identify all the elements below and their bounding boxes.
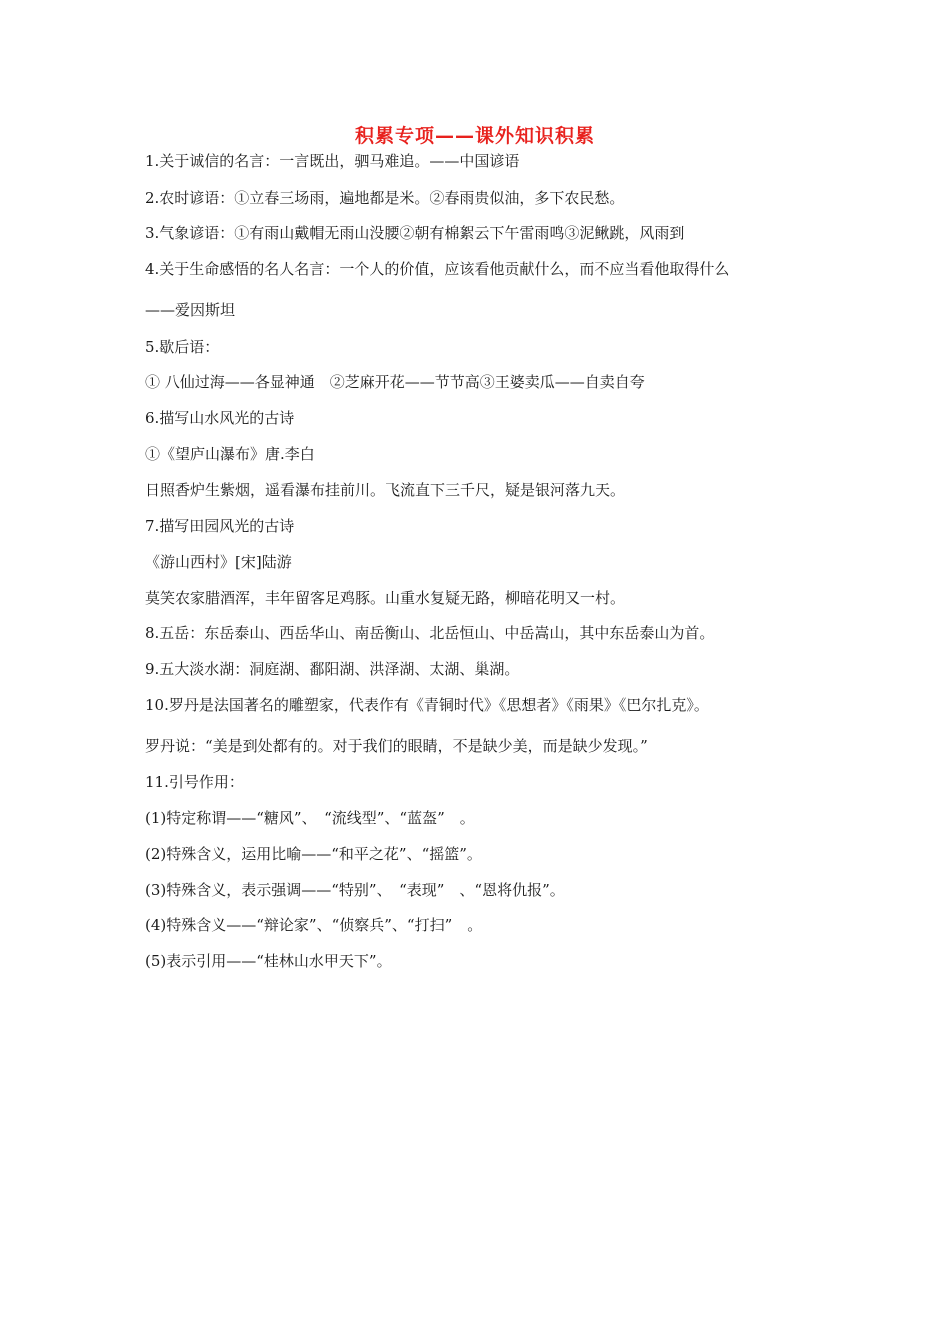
page-title: 积累专项——课外知识积累 [354,125,595,147]
item-6-poem-text: 日照香炉生紫烟，遥看瀑布挂前川。飞流直下三千尺，疑是银河落九天。 [145,481,626,499]
item-8-five-mountains: 8.五岳：东岳泰山、西岳华山、南岳衡山、北岳恒山、中岳嵩山，其中东岳泰山为首。 [145,624,715,642]
item-11-heading: 11.引号作用： [145,773,244,791]
item-10-rodin: 10.罗丹是法国著名的雕塑家，代表作有《青铜时代》《思想者》《雨果》《巴尔扎克》。 [145,696,709,714]
item-4-life-quote: 4.关于生命感悟的名人名言：一个人的价值，应该看他贡献什么，而不应当看他取得什么 [145,260,730,278]
item-7-poem-text: 莫笑农家腊酒浑，丰年留客足鸡豚。山重水复疑无路，柳暗花明又一村。 [145,589,626,607]
item-10-rodin-quote: 罗丹说：“美是到处都有的。对于我们的眼睛，不是缺少美，而是缺少发现。” [145,737,648,755]
item-6-poem-title: ①《望庐山瀑布》唐.李白 [145,445,315,463]
item-7-poem-title: 《游山西村》[宋]陆游 [145,553,292,571]
item-6-heading: 6.描写山水风光的古诗 [145,409,295,427]
item-2-farming-proverb: 2.农时谚语：①立春三场雨，遍地都是米。②春雨贵似油，多下农民愁。 [145,189,625,207]
item-5-xiehouyu: ① 八仙过海——各显神通 ②芝麻开花——节节高③王婆卖瓜——自卖自夸 [145,373,645,391]
item-7-heading: 7.描写田园风光的古诗 [145,517,295,535]
item-11-use-3: (3)特殊含义，表示强调——“特别”、 “表现” 、“恩将仇报”。 [145,881,565,899]
item-11-use-2: (2)特殊含义，运用比喻——“和平之花”、“摇篮”。 [145,845,482,863]
item-4-quote-author: ——爱因斯坦 [145,301,236,319]
item-9-five-lakes: 9.五大淡水湖：洞庭湖、鄱阳湖、洪泽湖、太湖、巢湖。 [145,660,520,678]
item-11-use-1: (1)特定称谓——“糖风”、 “流线型”、“蓝盔” 。 [145,809,475,827]
item-5-heading: 5.歇后语： [145,338,220,356]
item-11-use-4: (4)特殊含义——“辩论家”、“侦察兵”、“打扫” 。 [145,916,483,934]
item-3-weather-proverb: 3.气象谚语：①有雨山戴帽无雨山没腰②朝有棉絮云下午雷雨鸣③泥鳅跳，风雨到 [145,224,685,242]
item-11-use-5: (5)表示引用——“桂林山水甲天下”。 [145,952,392,970]
item-1-integrity-proverb: 1.关于诚信的名言：一言既出，驷马难追。——中国谚语 [145,152,520,170]
